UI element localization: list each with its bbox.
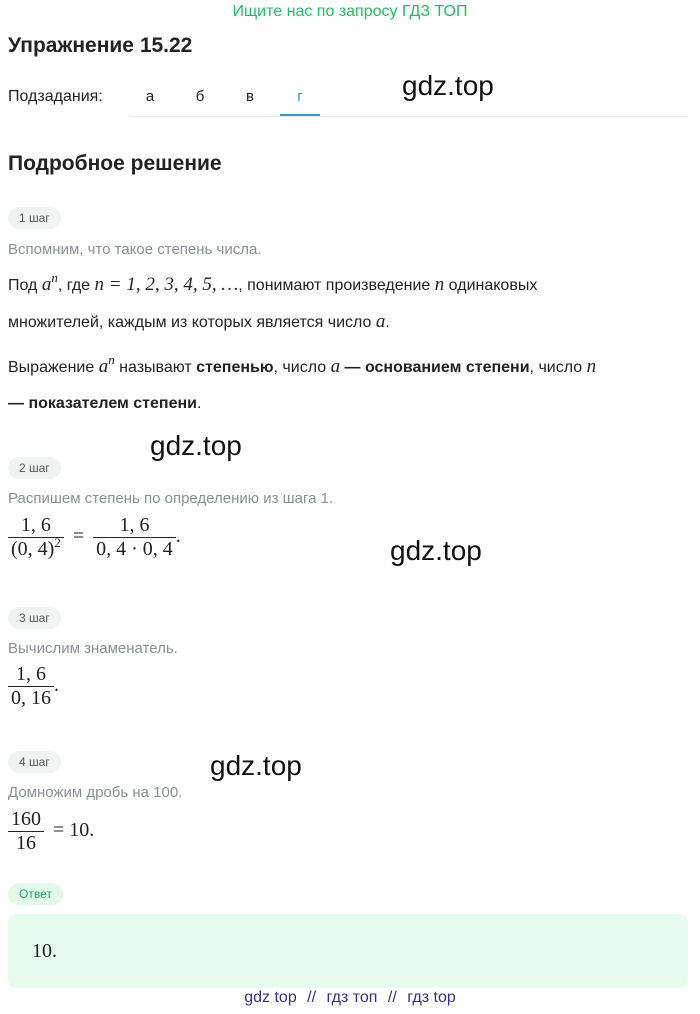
numerator: 1, 6 (8, 663, 54, 687)
step-badge-3: 3 шаг (8, 607, 61, 629)
denominator-base: (0, 4) (11, 538, 55, 560)
period: . (175, 525, 181, 548)
step-4-formula (8, 808, 94, 855)
step-1-paragraph-1 (8, 267, 678, 341)
tab-g[interactable]: г (280, 86, 320, 116)
text-fragment: . (385, 314, 390, 331)
page-title: Упражнение 15.22 (8, 34, 193, 57)
step-badge-4: 4 шаг (8, 751, 61, 773)
numerator: 1, 6 (93, 514, 176, 538)
tab-v[interactable]: в (246, 88, 254, 105)
math-var-a: a (375, 311, 386, 332)
answer-value: 10. (32, 940, 57, 962)
math-n-list: n = 1, 2, 3, 4, 5, … (94, 274, 239, 295)
footer-separator: // (307, 989, 317, 1006)
text-fragment: , число (273, 359, 331, 376)
math-var-a: a (98, 356, 109, 377)
text-fragment: называют (114, 359, 197, 376)
search-banner: Ищите нас по запросу ГДЗ ТОП (232, 3, 468, 20)
denominator: 0, 16 (11, 687, 51, 709)
math-var-n: n (586, 356, 597, 377)
bold-term: степенью (196, 359, 274, 376)
answer-badge: Ответ (8, 883, 63, 905)
watermark: gdz.top (210, 750, 302, 781)
result: = 10. (53, 819, 95, 842)
step-3-formula (8, 663, 59, 710)
text-fragment: . (196, 395, 202, 412)
math-var-a: a (330, 356, 341, 377)
math-var-n: n (434, 274, 445, 295)
text-fragment: Выражение (8, 359, 99, 376)
numerator: 160 (8, 808, 44, 832)
subtasks-row (8, 86, 688, 118)
step-1-paragraph-2 (8, 349, 678, 422)
text-fragment: Под (8, 277, 42, 294)
equals-sign: = (72, 525, 85, 548)
exponent: 2 (54, 535, 61, 550)
denominator: 16 (16, 832, 36, 854)
bold-dash: — (340, 359, 365, 376)
denominator (8, 535, 64, 561)
text-fragment: множителей, каждым из которых является число (8, 314, 376, 331)
math-var-a: a (41, 274, 52, 295)
text-fragment: одинаковых (444, 277, 538, 294)
step-hint-2: Распишем степень по определению из шага 1. (8, 490, 334, 507)
period: . (54, 674, 59, 697)
footer-separator: // (387, 989, 397, 1006)
bold-term: основанием степени (364, 359, 530, 376)
watermark: gdz.top (150, 430, 242, 461)
watermark: gdz.top (390, 535, 482, 566)
step-hint-3: Вычислим знаменатель. (8, 640, 178, 657)
text-fragment: , число (529, 359, 587, 376)
text-fragment: , понимают произведение (238, 277, 435, 294)
fraction (8, 808, 44, 855)
footer-link[interactable]: гдз топ (326, 989, 378, 1006)
footer-link[interactable]: гдз top (407, 989, 456, 1006)
numerator: 1, 6 (8, 514, 64, 538)
denominator: 0, 4 · 0, 4 (96, 538, 173, 560)
fraction (93, 514, 176, 561)
step-hint-4: Домножим дробь на 100. (8, 784, 183, 801)
fraction (8, 663, 54, 710)
math-exp-n: n (108, 352, 115, 367)
step-badge-2: 2 шаг (8, 457, 61, 479)
tab-a[interactable]: а (145, 88, 155, 105)
footer-link[interactable]: gdz top (244, 989, 297, 1006)
step-badge-1: 1 шаг (8, 207, 61, 229)
watermark: gdz.top (402, 70, 494, 101)
step-2-formula (8, 514, 181, 561)
subtasks-label: Подзадания: (8, 88, 103, 105)
step-hint-1: Вспомним, что такое степень числа. (8, 241, 262, 258)
text-fragment: , где (57, 277, 95, 294)
fraction (8, 514, 64, 561)
math-exp-n: n (51, 270, 58, 285)
solution-title: Подробное решение (8, 152, 222, 175)
bold-term: — показателем степени (8, 395, 197, 412)
answer-box (8, 914, 688, 988)
footer-links (0, 989, 700, 1007)
tab-b[interactable]: б (195, 88, 205, 105)
